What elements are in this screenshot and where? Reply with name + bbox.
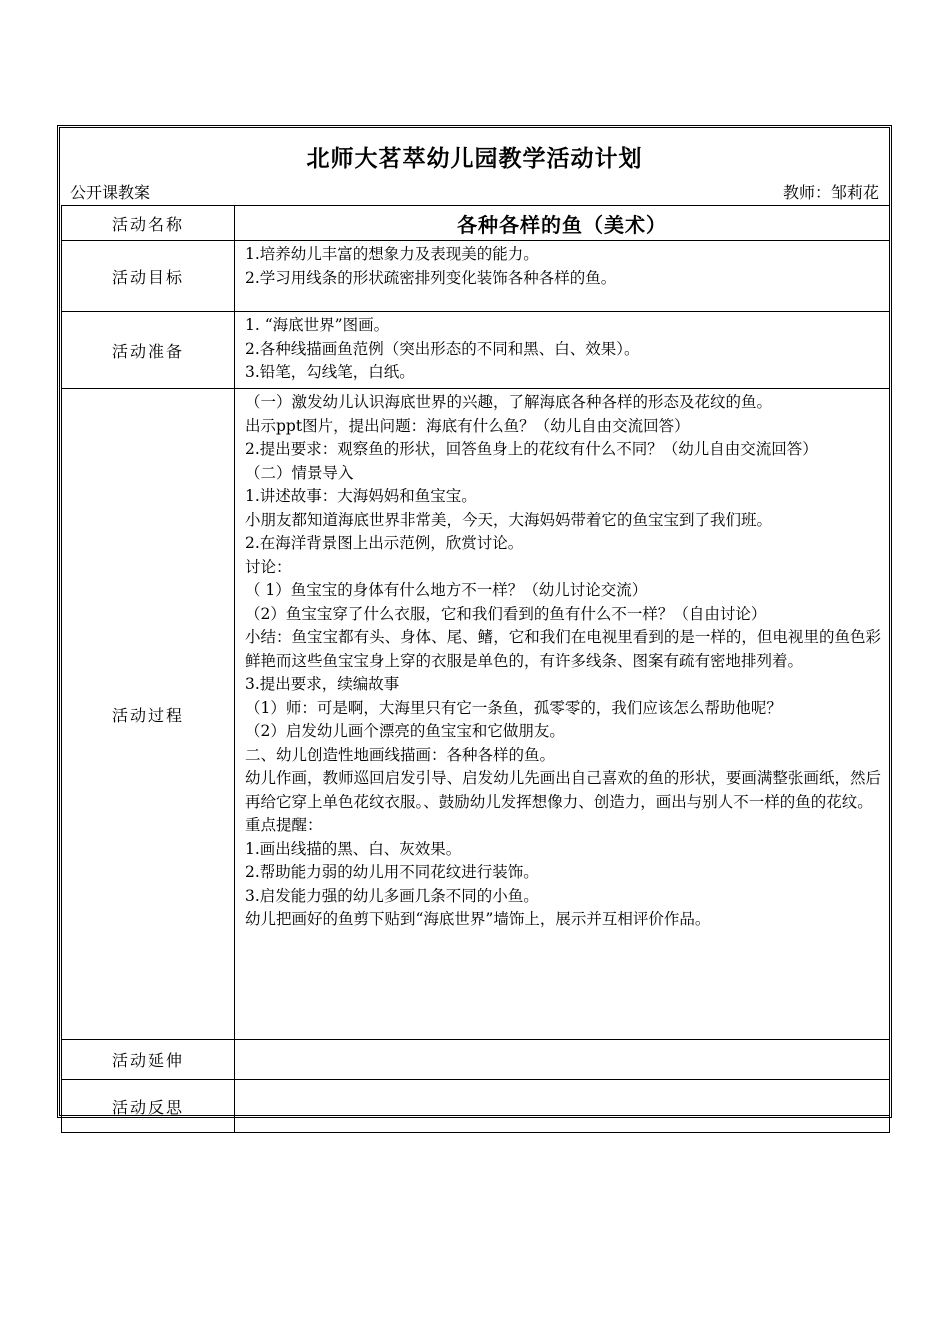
process-paragraph: 1.画出线描的黑、白、灰效果。 xyxy=(245,839,462,858)
activity-prep-label: 活动准备 xyxy=(62,312,235,389)
lesson-plan-table xyxy=(61,205,890,1133)
activity-prep-content xyxy=(235,312,890,389)
goal-line: 1.培养幼儿丰富的想象力及表现美的能力。 xyxy=(245,245,539,263)
process-paragraph: （一）激发幼儿认识海底世界的兴趣，了解海底各种各样的形态及花纹的鱼。 xyxy=(245,393,773,411)
process-paragraph: 幼儿作画，教师巡回启发引导、启发幼儿先画出自己喜欢的鱼的形状，要画满整张画纸，然后再给它穿上单色花纹衣服。、鼓励幼儿发挥想像力、创造力，画出与别人不一样的鱼的花纹。 xyxy=(245,769,881,811)
activity-name-label: 活动名称 xyxy=(62,206,235,241)
process-paragraph: 重点提醒： xyxy=(245,816,323,834)
process-paragraph: 出示ppt图片，提出问题：海底有什么鱼？（幼儿自由交流回答） xyxy=(245,416,690,435)
activity-goal-label: 活动目标 xyxy=(62,241,235,312)
activity-process-label: 活动过程 xyxy=(62,389,235,1040)
table-row-activity-goal xyxy=(62,241,890,312)
lesson-type-note: 公开课教案 xyxy=(70,183,151,202)
activity-extension-label: 活动延伸 xyxy=(62,1040,235,1080)
process-paragraph: （二）情景导入 xyxy=(245,463,354,482)
goal-line: 2.学习用线条的形状疏密排列变化装饰各种各样的鱼。 xyxy=(245,268,617,287)
table-row-activity-extension xyxy=(62,1040,890,1080)
table-row-activity-reflection xyxy=(62,1080,890,1133)
prep-line: 2.各种线描画鱼范例（突出形态的不同和黑、白、效果）。 xyxy=(245,339,640,358)
table-row-activity-name xyxy=(62,206,890,241)
activity-extension-content xyxy=(235,1040,890,1080)
process-paragraph: 二、幼儿创造性地画线描画：各种各样的鱼。 xyxy=(245,745,556,764)
process-paragraph: 小结：鱼宝宝都有头、身体、尾、鳍，它和我们在电视里看到的是一样的，但电视里的鱼色彩鲜艳而这些鱼宝宝身上穿的衣服是单色的，有许多线条、图案有疏有密地排列着。 xyxy=(245,628,881,670)
teacher-name: 教师：邹莉花 xyxy=(782,183,879,202)
process-paragraph: 幼儿把画好的鱼剪下贴到“海底世界”墙饰上，展示并互相评价作品。 xyxy=(245,910,711,928)
lesson-plan-sheet xyxy=(57,125,892,1118)
activity-goal-content xyxy=(235,241,890,312)
table-row-activity-prep xyxy=(62,312,890,389)
process-paragraph: 2.在海洋背景图上出示范例，欣赏讨论。 xyxy=(245,534,524,552)
process-paragraph: 小朋友都知道海底世界非常美，今天，大海妈妈带着它的鱼宝宝到了我们班。 xyxy=(245,510,773,529)
page-title: 北师大茗萃幼儿园教学活动计划 xyxy=(306,146,643,172)
process-paragraph: 1.讲述故事：大海妈妈和鱼宝宝。 xyxy=(245,487,477,505)
process-paragraph: （2）启发幼儿画个漂亮的鱼宝宝和它做朋友。 xyxy=(245,722,565,740)
process-paragraph: 2.提出要求：观察鱼的形状，回答鱼身上的花纹有什么不同？（幼儿自由交流回答） xyxy=(245,440,818,458)
activity-reflection-content xyxy=(235,1080,890,1133)
process-paragraph: 2.帮助能力弱的幼儿用不同花纹进行装饰。 xyxy=(245,863,539,881)
activity-name-value: 各种各样的鱼（美术） xyxy=(235,206,890,241)
prep-line: 3.铅笔，勾线笔，白纸。 xyxy=(245,363,415,381)
table-row-activity-process xyxy=(62,389,890,1040)
process-paragraph: 3.启发能力强的幼儿多画几条不同的小鱼。 xyxy=(245,886,539,905)
process-paragraph: 讨论： xyxy=(245,557,292,576)
process-paragraph: （1）师：可是啊，大海里只有它一条鱼，孤零零的，我们应该怎么帮助他呢？ xyxy=(245,698,782,717)
activity-reflection-label: 活动反思 xyxy=(62,1080,235,1133)
process-paragraph: （ 1）鱼宝宝的身体有什么地方不一样？（幼儿讨论交流） xyxy=(245,581,648,599)
process-paragraph: （2）鱼宝宝穿了什么衣服，它和我们看到的鱼有什么不一样？（自由讨论） xyxy=(245,604,767,623)
process-paragraph: 3.提出要求，续编故事 xyxy=(245,675,400,693)
activity-process-content xyxy=(235,389,890,1040)
prep-line: 1. “海底世界”图画。 xyxy=(245,316,390,334)
